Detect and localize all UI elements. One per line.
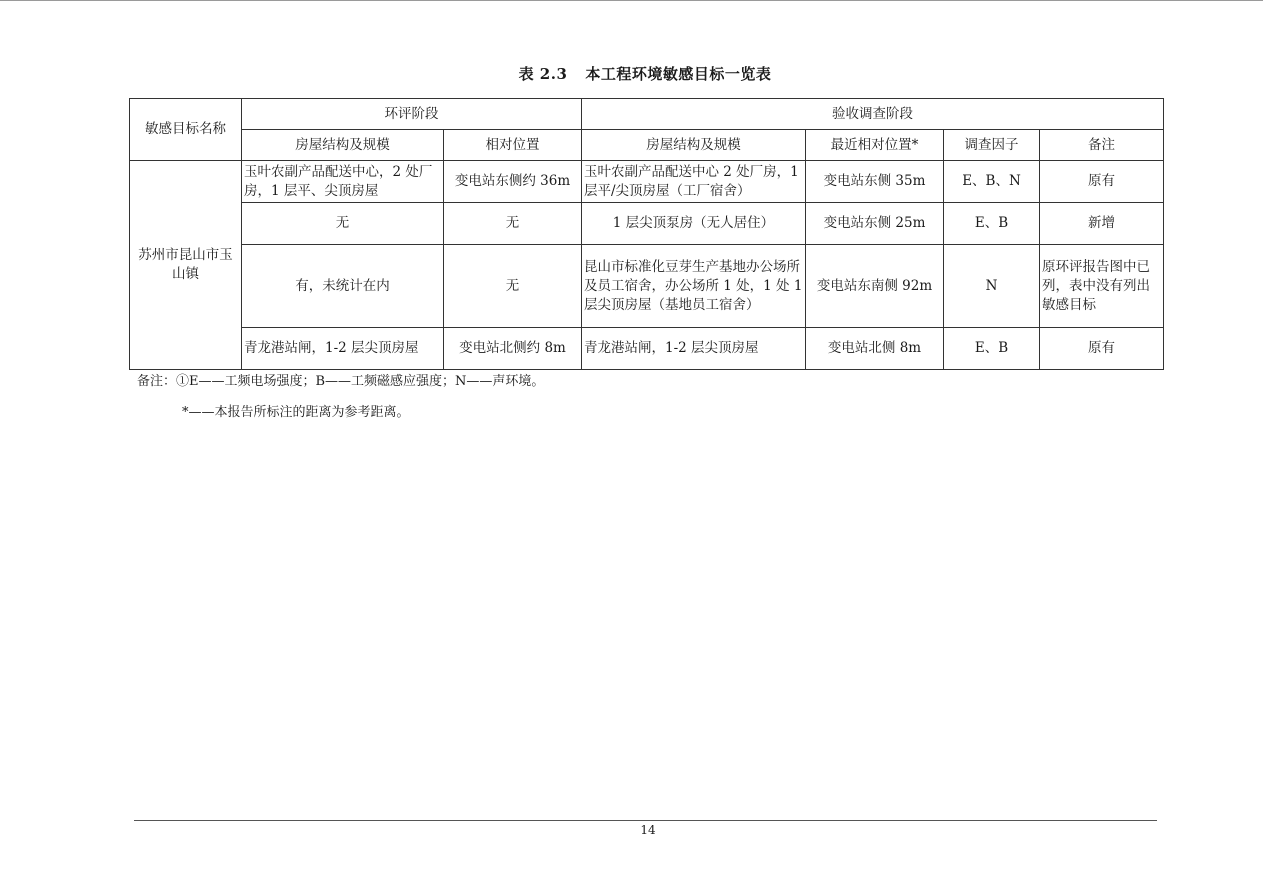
acc-remark-cell: 原环评报告图中已列，表中没有列出敏感目标 bbox=[1040, 245, 1164, 328]
acc-factor-cell: N bbox=[944, 245, 1040, 328]
location-cell: 苏州市昆山市玉山镇 bbox=[130, 161, 242, 370]
acc-position-cell: 变电站北侧 8m bbox=[806, 328, 944, 370]
eia-structure-cell: 无 bbox=[242, 203, 444, 245]
header-eia-position: 相对位置 bbox=[444, 130, 582, 161]
eia-structure-cell: 玉叶农副产品配送中心，2 处厂房，1 层平、尖顶房屋 bbox=[242, 161, 444, 203]
header-target-name: 敏感目标名称 bbox=[130, 99, 242, 161]
acc-structure-cell: 玉叶农副产品配送中心 2 处厂房，1 层平/尖顶房屋（工厂宿舍） bbox=[582, 161, 806, 203]
header-acc-structure: 房屋结构及规模 bbox=[582, 130, 806, 161]
header-acc-factor: 调查因子 bbox=[944, 130, 1040, 161]
acc-position-cell: 变电站东侧 35m bbox=[806, 161, 944, 203]
table-row bbox=[130, 328, 1164, 370]
header-row-2 bbox=[130, 130, 1164, 161]
eia-position-cell: 变电站北侧约 8m bbox=[444, 328, 582, 370]
acc-factor-cell: E、B bbox=[944, 203, 1040, 245]
header-acc-position: 最近相对位置* bbox=[806, 130, 944, 161]
acc-remark-cell: 新增 bbox=[1040, 203, 1164, 245]
acc-structure-cell: 青龙港站闸，1-2 层尖顶房屋 bbox=[582, 328, 806, 370]
table-caption bbox=[0, 63, 1263, 84]
eia-structure-cell: 青龙港站闸，1-2 层尖顶房屋 bbox=[242, 328, 444, 370]
acc-factor-cell: E、B bbox=[944, 328, 1040, 370]
page-number: 14 bbox=[640, 823, 656, 837]
header-row-1 bbox=[130, 99, 1164, 130]
acc-position-cell: 变电站东南侧 92m bbox=[806, 245, 944, 328]
eia-position-cell: 变电站东侧约 36m bbox=[444, 161, 582, 203]
eia-structure-cell: 有，未统计在内 bbox=[242, 245, 444, 328]
acc-structure-cell: 昆山市标准化豆芽生产基地办公场所及员工宿舍，办公场所 1 处，1 处 1 层尖顶房屋（基地员工宿舍） bbox=[582, 245, 806, 328]
distance-note: *——本报告所标注的距离为参考距离。 bbox=[182, 405, 410, 420]
table-note: 备注：①E——工频电场强度；B——工频磁感应强度；N——声环境。 bbox=[137, 374, 545, 389]
eia-position-cell: 无 bbox=[444, 203, 582, 245]
sensitive-targets-table bbox=[129, 98, 1164, 370]
table-number: 表 2.3 bbox=[518, 65, 568, 83]
acc-position-cell: 变电站东侧 25m bbox=[806, 203, 944, 245]
header-acc-remark: 备注 bbox=[1040, 130, 1164, 161]
table-row bbox=[130, 203, 1164, 245]
acc-remark-cell: 原有 bbox=[1040, 161, 1164, 203]
table-row bbox=[130, 161, 1164, 203]
header-eia-structure: 房屋结构及规模 bbox=[242, 130, 444, 161]
header-acceptance-stage: 验收调查阶段 bbox=[582, 99, 1164, 130]
acc-factor-cell: E、B、N bbox=[944, 161, 1040, 203]
footer-rule bbox=[134, 820, 1157, 821]
table-title: 本工程环境敏感目标一览表 bbox=[585, 65, 772, 83]
table-row bbox=[130, 245, 1164, 328]
acc-structure-cell: 1 层尖顶泵房（无人居住） bbox=[582, 203, 806, 245]
acc-remark-cell: 原有 bbox=[1040, 328, 1164, 370]
header-eia-stage: 环评阶段 bbox=[242, 99, 582, 130]
eia-position-cell: 无 bbox=[444, 245, 582, 328]
top-rule bbox=[0, 0, 1263, 1]
